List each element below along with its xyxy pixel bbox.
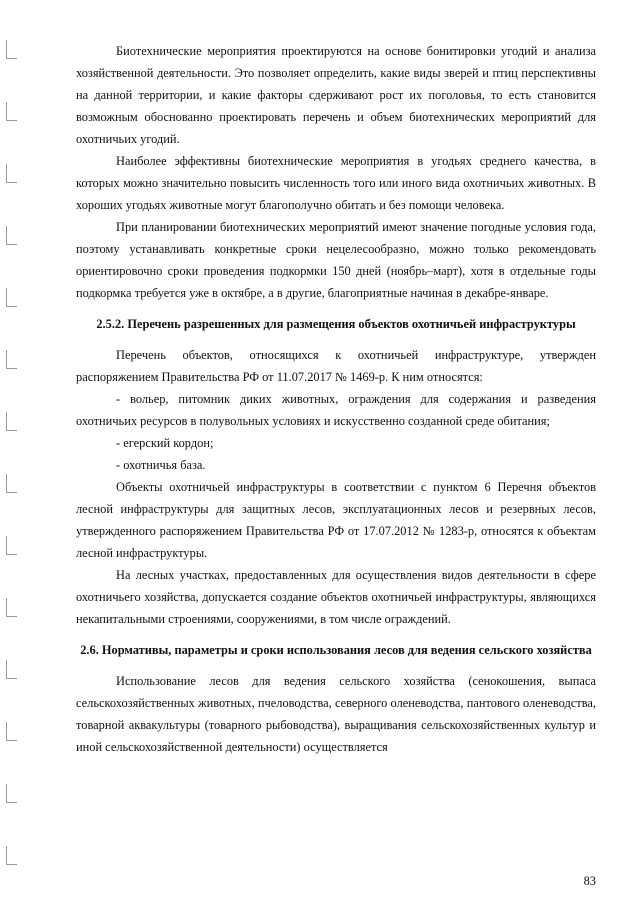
margin-tick bbox=[6, 722, 17, 741]
body-paragraph: Объекты охотничьей инфраструктуры в соответствии с пунктом 6 Перечня объектов лесной инфраструктуры для защитных лесов, эксплуатационных лесов и резервных лесов, утвержденного распоряжением Правительства РФ от 17.07.2012 № 1283-р, относятся к объектам лесной инфраструктуры. bbox=[76, 480, 596, 560]
body-paragraph: Перечень объектов, относящихся к охотничьей инфраструктуре, утвержден распоряжением Правительства РФ от 11.07.2017 № 1469-р. К ним относятся: bbox=[76, 348, 596, 384]
list-item: - вольер, питомник диких животных, ограждения для содержания и разведения охотничьих ресурсов в полувольных условиях и искусственно созданной среде обитания; bbox=[76, 392, 596, 428]
body-paragraph: На лесных участках, предоставленных для осуществления видов деятельности в сфере охотничьего хозяйства, допускается создание объектов охотничьей инфраструктуры, являющихся некапитальными строениями, сооружениями, в том числе ограждений. bbox=[76, 568, 596, 626]
margin-tick bbox=[6, 412, 17, 431]
page-number: 83 bbox=[583, 874, 596, 888]
body-paragraph: Биотехнические мероприятия проектируются на основе бонитировки угодий и анализа хозяйственной деятельности. Это позволяет определить, какие виды зверей и птиц перспективны на данной территории, и какие факторы сдерживают рост их поголовья, то есть становится возможным обоснованно проектировать перечень и объем биотехнических мероприятий для охотничьих угодий. bbox=[76, 44, 596, 146]
section-heading: 2.5.2. Перечень разрешенных для размещения объектов охотничьей инфраструктуры bbox=[96, 317, 576, 331]
margin-tick bbox=[6, 474, 17, 493]
margin-tick bbox=[6, 40, 17, 59]
margin-tick bbox=[6, 660, 17, 679]
margin-tick bbox=[6, 226, 17, 245]
margin-tick bbox=[6, 536, 17, 555]
margin-tick bbox=[6, 102, 17, 121]
section-heading: 2.6. Нормативы, параметры и сроки использования лесов для ведения сельского хозяйства bbox=[80, 643, 592, 657]
margin-tick bbox=[6, 846, 17, 865]
list-item: - егерский кордон; bbox=[116, 436, 214, 450]
binding-margin bbox=[6, 40, 20, 880]
body-paragraph: При планировании биотехнических мероприятий имеют значение погодные условия года, поэтому устанавливать конкретные сроки нецелесообразно, можно только рекомендовать ориентировочно сроки проведения подкормки 150 дней (ноябрь–март), хотя в отдельные годы подкормка требуется уже в октябре, а в другие, благоприятные начиная в декабре-январе. bbox=[76, 220, 596, 300]
margin-tick bbox=[6, 598, 17, 617]
body-paragraph: Наиболее эффективны биотехнические мероприятия в угодьях среднего качества, в которых можно значительно повысить численность того или иного вида охотничьих животных. В хороших угодьях животные могут благополучно обитать и без помощи человека. bbox=[76, 154, 596, 212]
body-paragraph: Использование лесов для ведения сельского хозяйства (сенокошения, выпаса сельскохозяйственных животных, пчеловодства, северного оленеводства, пантового оленеводства, товарной аквакультуры (товарного рыбоводства), выращивания сельскохозяйственных культур и иной сельскохозяйственной деятельности) осуществляется bbox=[76, 674, 596, 754]
list-item: - охотничья база. bbox=[116, 458, 206, 472]
document-page bbox=[76, 40, 596, 758]
margin-tick bbox=[6, 784, 17, 803]
margin-tick bbox=[6, 164, 17, 183]
margin-tick bbox=[6, 288, 17, 307]
margin-tick bbox=[6, 350, 17, 369]
